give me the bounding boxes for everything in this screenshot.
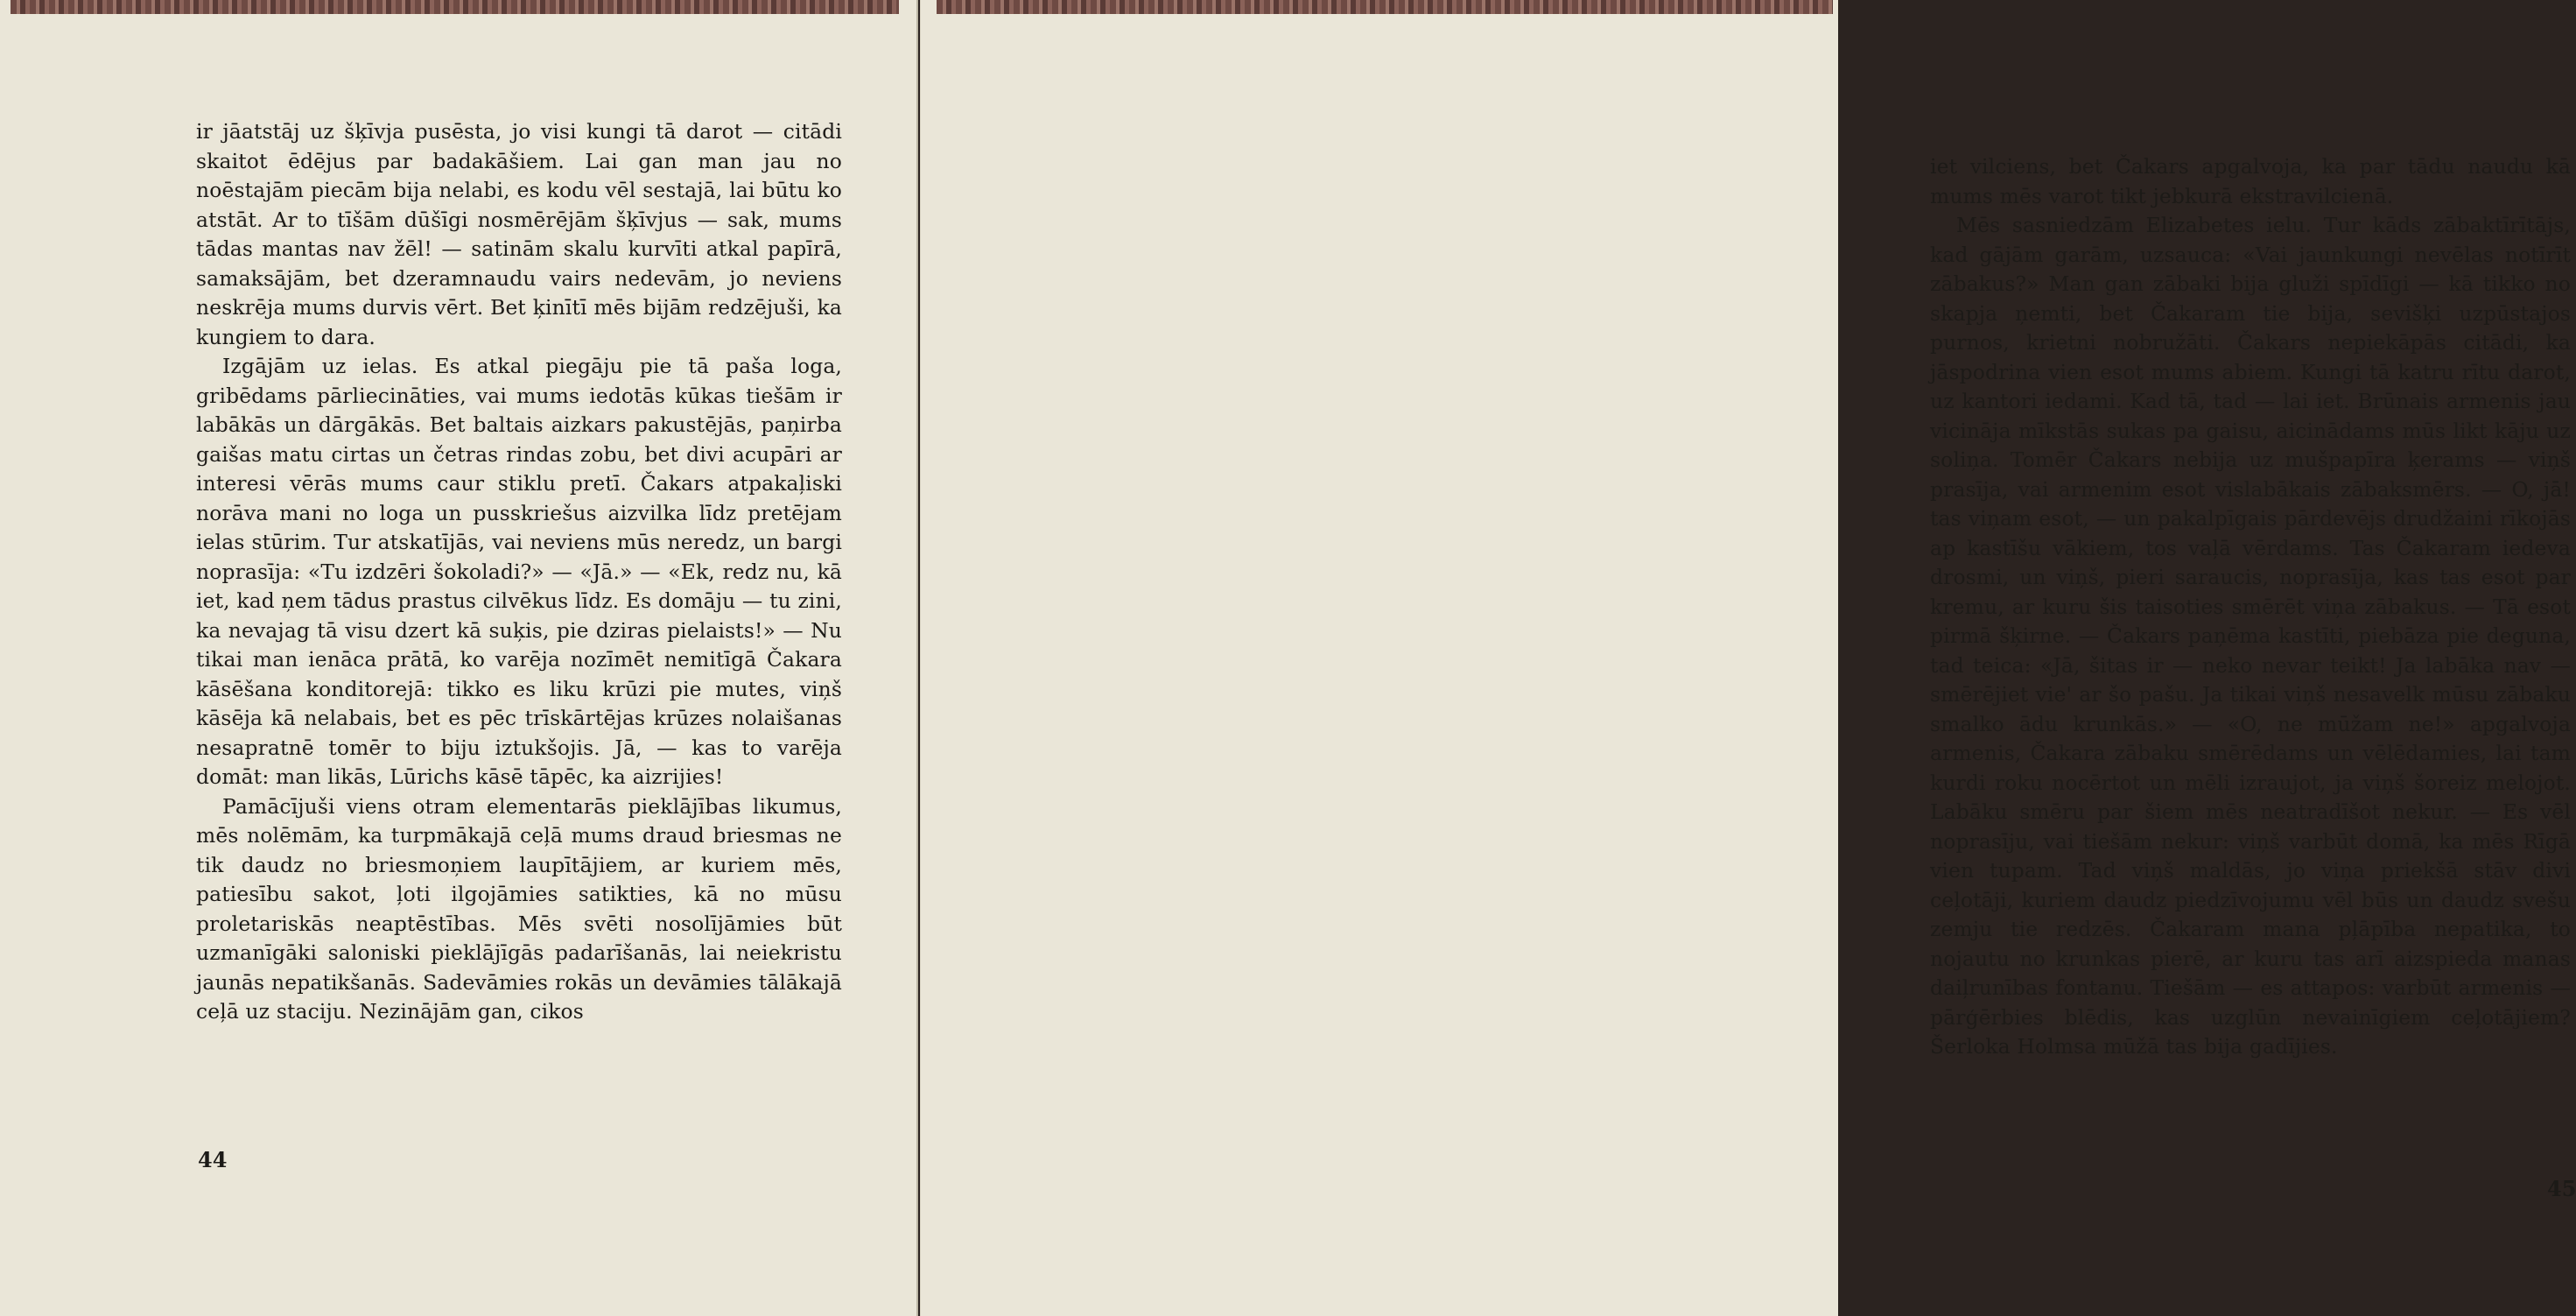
paragraph: Pamācījuši viens otram elementarās pieklājības likumus, mēs nolēmām, ka turpmākajā ceļā mums draud briesmas ne tik daudz no briesmoņiem laupītājiem, ar kuriem mēs, patiesību sakot, ļoti ilgojāmies satikties, kā no mūsu proletariskās neaptēstības. Mēs svēti nosolījāmies būt uzmanīgāki saloniski pieklājīgās padarīšanās, lai neiekristu jaunās nepatikšanās. Sadevāmies rokās un devāmies tālākajā ceļā uz staciju. Nezinājām gan, cikos (196, 793, 842, 1024)
paragraph: ir jāatstāj uz šķīvja pusēsta, jo visi kungi tā darot — citādi skaitot ēdējus par badakāšiem. Lai gan man jau no noēstajām piecām bija nelabi, es kodu vēl sestajā, lai būtu ko atstāt. Ar to tīšām dūšīgi nosmērējām šķīvjus — sak, mums tādas mantas nav žēl! — satinām skalu kurvīti atkal papīrā, samaksājām, bet dzeramnaudu vairs nedevām, jo neviens neskrēja mums durvis vērt. Bet ķinītī mēs bijām redzējuši, ka kungiem to dara. (196, 119, 842, 349)
left-page (0, 0, 918, 1316)
page-edge-border (937, 0, 1833, 14)
left-page-text (196, 117, 842, 1027)
paragraph: iet vilciens, bet Čakars apgalvoja, ka par tādu naudu kā mums mēs varot tikt jebkurā ekstravilcienā. (1930, 154, 2571, 208)
paragraph: Mēs sasniedzām Elizabetes ielu. Tur kāds zābaktīrītājs, kad gājām garām, uzsauca: «Vai jaunkungi nevēlas notīrīt zābakus?» Man gan zābaki bija gluži spīdīgi — kā tikko no skapja ņemti, bet Čakaram tie bija, sevišķi uzpūstajos purnos, krietni nobružāti. Čakars nepiekāpās citādi, ka jāspodrina vien esot mums abiem. Kungi tā katru rītu darot, uz kantori iedami. Kad tā, tad — lai iet. Brūnais armenis jau vicināja mīkstās sukas pa gaisu, aicinādams mūs likt kāju uz soliņa. Tomēr Čakars nebija uz mušpapīra ķerams — viņš prasīja, vai armenim esot vislabākais zābaksmērs. — O, jā! tas viņam esot, — un pakalpīgais pārdevējs drudžaini rīkojās ap kastīšu vākiem, tos vaļā vērdams. Tas Čakaram iedeva drosmi, un viņš, pieri saraucis, noprasīja, kas tas esot par kremu, ar kuru šis taisoties smērēt viņa zābakus. — Tā esot pirmā šķirne. — Čakars paņēma kastīti, piebāza pie deguna, tad teica: «Jā, šitas ir — neko nevar teikt! Ja labāka nav — smērējiet vie' ar šo pašu. Ja tikai viņš nesavelk mūsu zābaku smalko ādu krunkās.» — «O, ne mūžam ne!» apgalvoja armenis, Čakara zābaku smērēdams un vēlēdamies, lai tam kurdi roku nocērtot un mēli izraujot, ja viņš šoreiz melojot. Labāku smēru par šiem mēs neatradīšot nekur. — Es vēl noprasīju, vai tiešām nekur: viņš varbūt domā, ka mēs Rīgā vien tupam. Tad viņš maldās, jo viņa priekšā stāv divi ceļotāji, kuriem daudz piedzīvojumu vēl būs un daudz svešu zemju tie redzēs. Čakaram mana pļāpība nepatika, to nojautu no krunkas pierē, ar kuru tas arī aizspieda manas daiļrunības fontanu. Tiešām — es attapos: varbūt armenis — pārģērbies blēdis, kas uzglūn nevainīgiem ceļotājiem? Šerloka Holmsa mūžā tas bija gadījies. (1930, 213, 2571, 1059)
page-number: 44 (198, 1147, 228, 1172)
paragraph: Izgājām uz ielas. Es atkal piegāju pie tā paša loga, gribēdams pārliecināties, vai mums iedotās kūkas tiešām ir labākās un dārgākās. Bet baltais aizkars pakustējās, paņirba gaišas matu cirtas un četras rindas zobu, bet divi acupāri ar interesi vērās mums caur stiklu pretī. Čakars atpakaļiski norāva mani no loga un pusskriešus aizvilka līdz pretējam ielas stūrim. Tur atskatījās, vai neviens mūs neredz, un bargi noprasīja: «Tu izdzēri šokoladi?» — «Jā.» — «Ek, redz nu, kā iet, kad ņem tādus prastus cilvēkus līdz. Es domāju — tu zini, ka nevajag tā visu dzert kā suķis, pie dziras pielaists!» — Nu tikai man ienāca prātā, ko varēja nozīmēt nemitīgā Čakara kāsēšana konditorejā: tikko es liku krūzi pie mutes, viņš kāsēja kā nelabais, bet es pēc trīskārtējas krūzes nolaišanas nesapratnē tomēr to biju iztukšojis. Jā, — kas to varēja domāt: man likās, Lūrichs kāsē tāpēc, ka aizrijies! (196, 354, 842, 789)
right-page (920, 0, 2576, 1316)
right-page-text (1930, 152, 2571, 1062)
page-number: 45 (2547, 1176, 2576, 1201)
page-edge-border (11, 0, 899, 14)
